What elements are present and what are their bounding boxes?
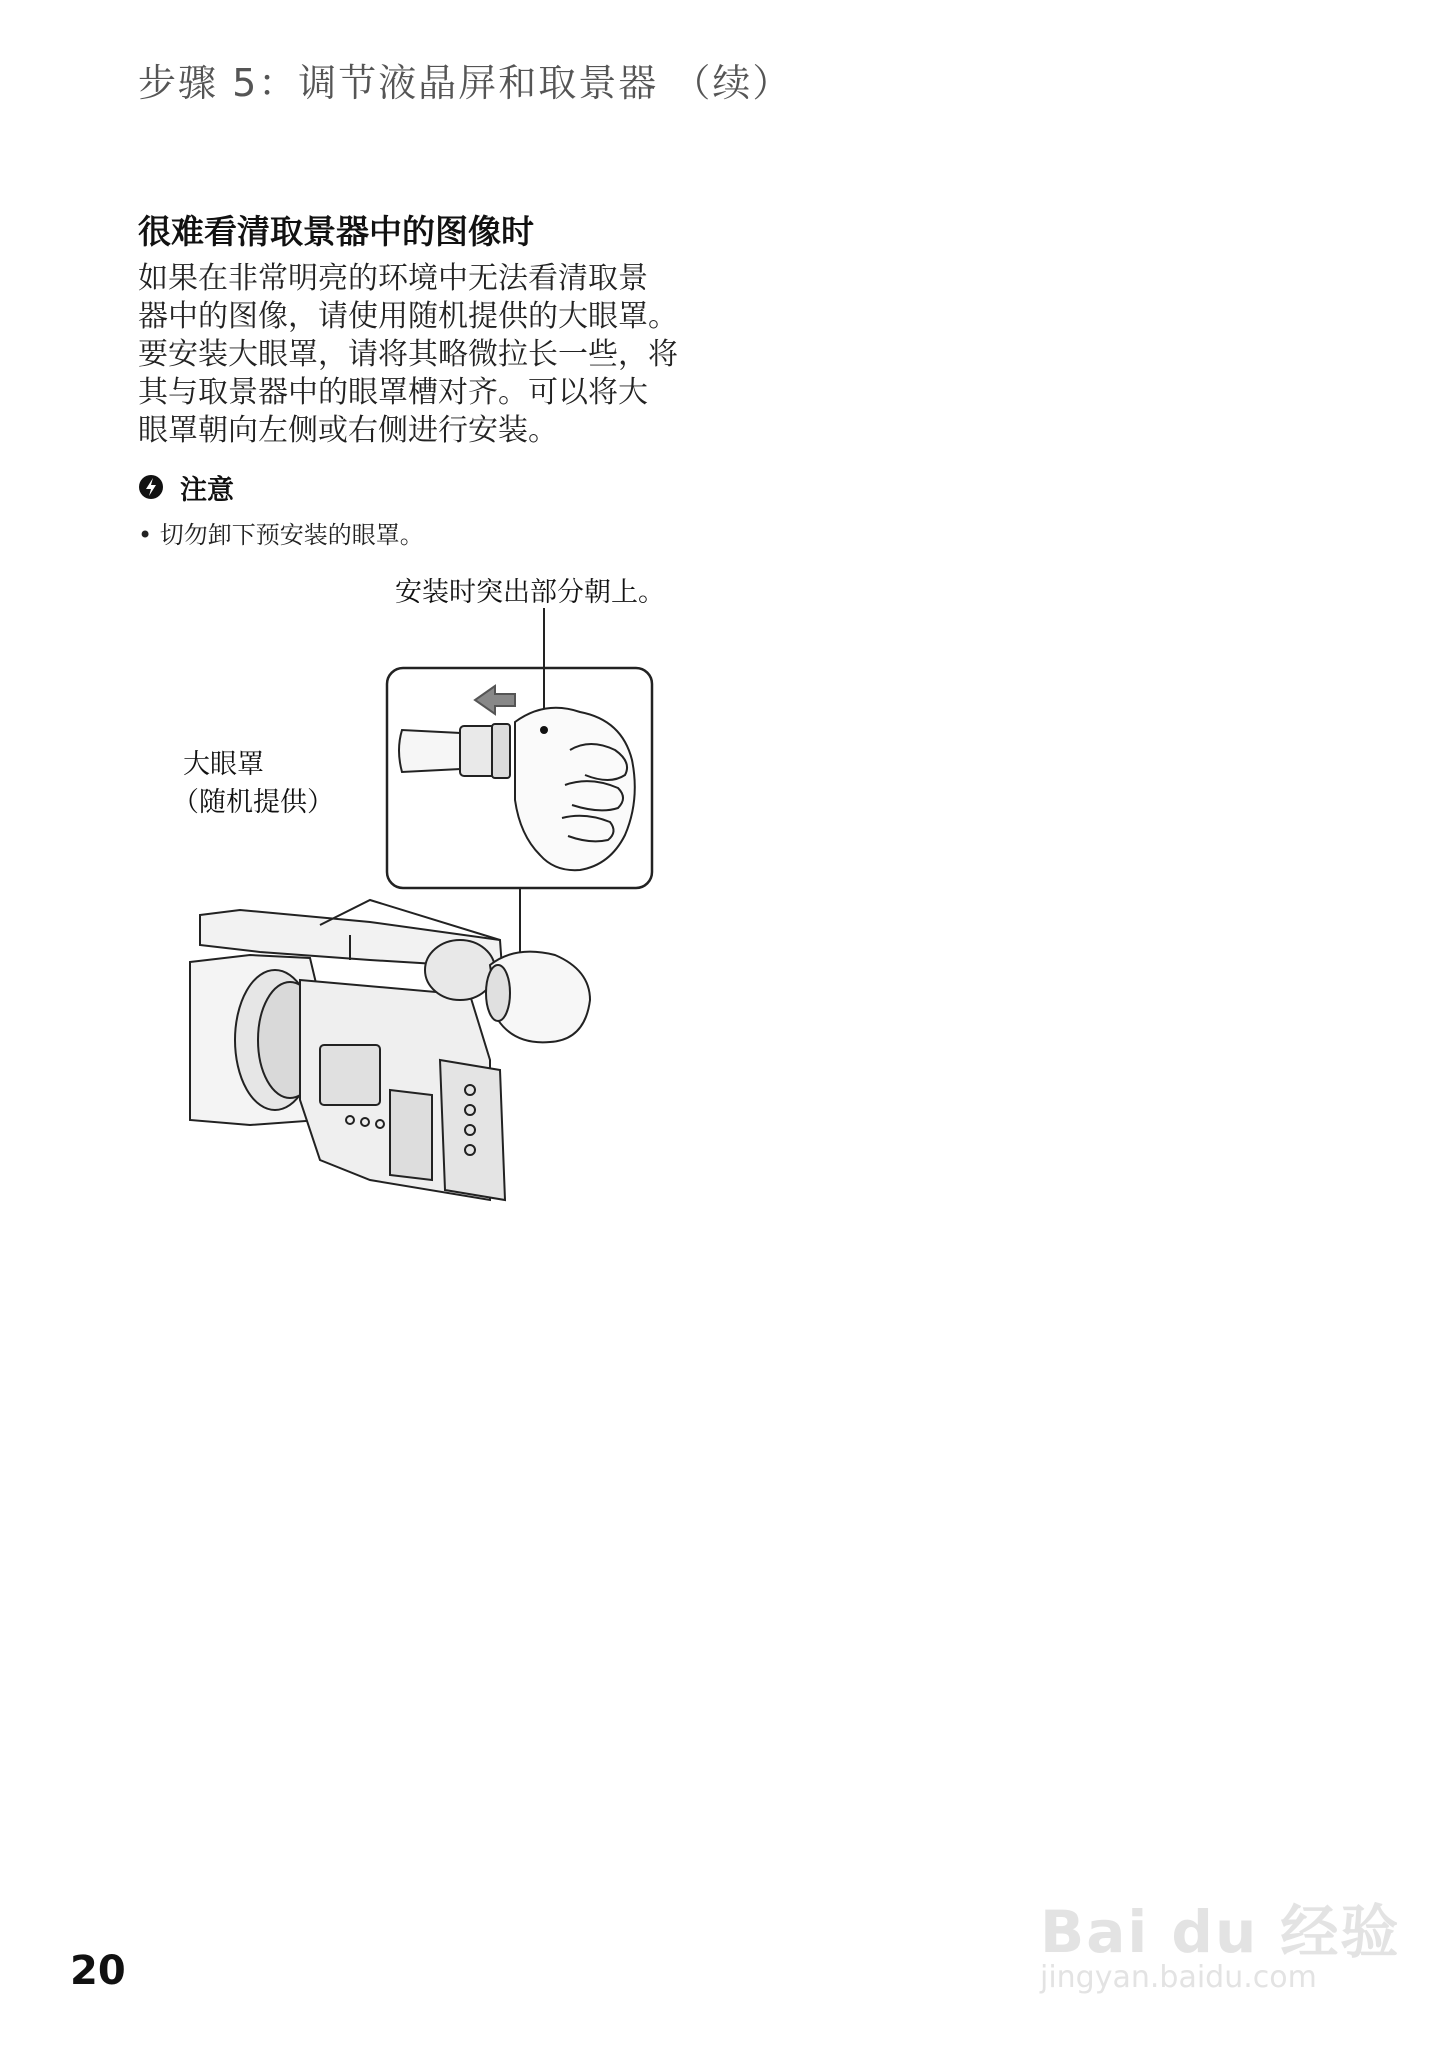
section-heading: 很难看清取景器中的图像时 (138, 212, 534, 251)
caution-item: • 切勿卸下预安装的眼罩。 (138, 521, 424, 549)
caution-label: 注意 (180, 474, 234, 506)
body-line: 要安装大眼罩，请将其略微拉长一些，将 (138, 337, 678, 372)
caution-header (138, 470, 234, 504)
body-line: 眼罩朝向左侧或右侧进行安装。 (138, 413, 558, 448)
label-large-eyecup: 大眼罩 (183, 749, 264, 780)
watermark-brand: Bai du 经验 (1040, 1898, 1401, 1966)
body-line: 器中的图像，请使用随机提供的大眼罩。 (138, 299, 678, 334)
caution-icon (138, 474, 164, 500)
camcorder-eyecup-illustration (170, 600, 670, 1220)
page-number: 20 (70, 1948, 126, 1994)
watermark-url: jingyan.baidu.com (1040, 1960, 1317, 1995)
body-line: 其与取景器中的眼罩槽对齐。可以将大 (138, 375, 648, 410)
callout-protrusion-up: 安装时突出部分朝上。 (395, 577, 665, 608)
body-paragraph (138, 260, 718, 450)
label-supplied: （随机提供） (172, 787, 334, 818)
body-line: 如果在非常明亮的环境中无法看清取景 (138, 261, 648, 296)
page-header-title: 步骤 5：调节液晶屏和取景器 （续） (138, 61, 793, 105)
